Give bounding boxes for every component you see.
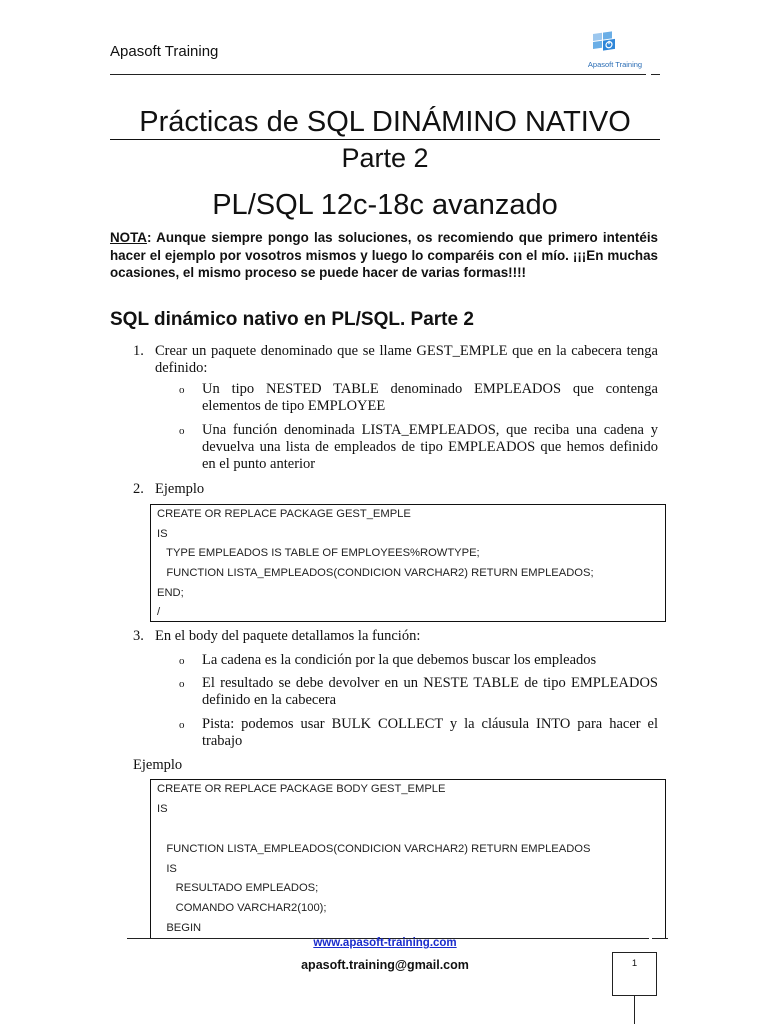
item-1-bullet-1: Un tipo NESTED TABLE denominado EMPLEADOS que contenga elementos de tipo EMPLOYEE [202, 381, 658, 414]
code-line: IS [157, 527, 168, 540]
bullet-glyph: o [179, 655, 185, 667]
item-2-number: 2. [133, 481, 144, 497]
code-line: IS [157, 802, 168, 815]
header-divider [110, 74, 646, 75]
page-number-box-tail [634, 996, 635, 1024]
item-3-text: En el body del paquete detallamos la función: [155, 628, 421, 644]
item-1-bullet-2: Una función denominada LISTA_EMPLEADOS, que reciba una cadena y devuelva una lista de empleados de tipo EMPLEADOS que hemos definido en el punto anterior [202, 422, 658, 472]
bullet-glyph: o [179, 384, 185, 396]
code-line: / [157, 606, 161, 619]
note-label: NOTA [110, 230, 147, 245]
item-3-bullet-2: El resultado se debe devolver en un NESTE TABLE de tipo EMPLEADOS definido en la cabecera [202, 675, 658, 708]
code-line: BEGIN [157, 922, 202, 935]
bullet-glyph: o [179, 425, 185, 437]
code-line: COMANDO VARCHAR2(100); [157, 902, 327, 915]
page-number: 1 [631, 958, 638, 969]
code-line [151, 820, 665, 840]
code-line: END; [157, 586, 184, 599]
bullet-glyph: o [179, 678, 185, 690]
item-3-bullet-3: Pista: podemos usar BULK COLLECT y la cláusula INTO para hacer el trabajo [202, 716, 658, 749]
item-1-text: Crear un paquete denominado que se llame GEST_EMPLE que en la cabecera tenga definido: [155, 343, 658, 376]
code-line: FUNCTION LISTA_EMPLEADOS(CONDICION VARCHAR2) RETURN EMPLEADOS [157, 842, 591, 855]
note-paragraph [110, 229, 658, 282]
section-heading: SQL dinámico nativo en PL/SQL. Parte 2 [110, 309, 474, 330]
item-1-number: 1. [133, 343, 144, 359]
code-line: CREATE OR REPLACE PACKAGE GEST_EMPLE [157, 508, 411, 520]
item-2-text: Ejemplo [155, 481, 205, 497]
code-line: IS [157, 862, 177, 875]
note-text: : Aunque siempre pongo las soluciones, os recomiendo que primero intentéis hacer el ejemplo por vosotros mismos y luego lo comparéis con el mío. ¡¡¡En muchas ocasiones, el mismo proceso se puede hacer de varias formas!!!! [110, 230, 658, 280]
header-brand: Apasoft Training [110, 43, 219, 60]
logo-caption: Apasoft Training [587, 60, 643, 69]
item-3-number: 3. [133, 628, 144, 644]
document-title: Prácticas de SQL DINÁMINO NATIVO [139, 106, 631, 138]
code-line: CREATE OR REPLACE PACKAGE BODY GEST_EMPLE [157, 783, 446, 795]
bullet-glyph: o [179, 719, 185, 731]
code-block-package-spec [150, 504, 666, 622]
footer-email: apasoft.training@gmail.com [301, 958, 469, 972]
document-subtitle-course: PL/SQL 12c-18c avanzado [212, 189, 558, 221]
code-line: RESULTADO EMPLEADOS; [157, 882, 319, 895]
ejemplo-label: Ejemplo [133, 757, 183, 773]
footer-website-link[interactable]: www.apasoft-training.com [313, 937, 457, 949]
code-block-package-body [150, 779, 666, 939]
document-subtitle-part: Parte 2 [341, 143, 429, 173]
code-line: FUNCTION LISTA_EMPLEADOS(CONDICION VARCHAR2) RETURN EMPLEADOS; [157, 567, 594, 580]
item-3-bullet-1: La cadena es la condición por la que debemos buscar los empleados [202, 652, 597, 668]
code-line: TYPE EMPLEADOS IS TABLE OF EMPLOYEES%ROWTYPE; [157, 547, 480, 560]
footer-divider-tick [652, 938, 668, 939]
